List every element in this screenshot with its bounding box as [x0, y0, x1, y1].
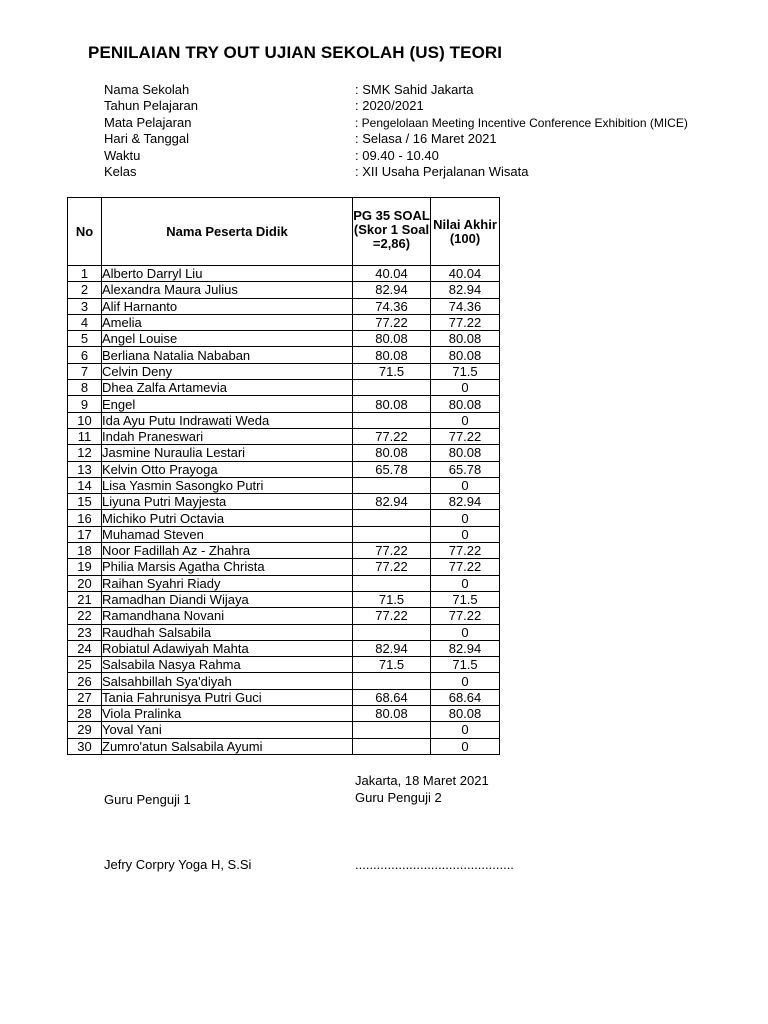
cell-final: 0 [431, 510, 500, 526]
table-row [68, 608, 500, 624]
header-score: PG 35 SOAL (Skor 1 Soal =2,86) [353, 198, 431, 266]
cell-no: 1 [68, 266, 102, 282]
cell-final: 0 [431, 380, 500, 396]
cell-no: 12 [68, 445, 102, 461]
table-row [68, 722, 500, 738]
cell-final: 74.36 [431, 298, 500, 314]
cell-final: 40.04 [431, 266, 500, 282]
cell-score: 77.22 [353, 608, 431, 624]
cell-no: 2 [68, 282, 102, 298]
cell-name: Indah Praneswari [102, 428, 353, 444]
table-row [68, 331, 500, 347]
cell-name: Raihan Syahri Riady [102, 575, 353, 591]
cell-name: Raudhah Salsabila [102, 624, 353, 640]
cell-final: 0 [431, 624, 500, 640]
cell-score [353, 673, 431, 689]
table-row [68, 543, 500, 559]
cell-score [353, 477, 431, 493]
cell-score [353, 738, 431, 754]
info-value: : Selasa / 16 Maret 2021 [355, 131, 497, 147]
cell-name: Noor Fadillah Az - Zhahra [102, 543, 353, 559]
table-row [68, 266, 500, 282]
examiner-2-label: Guru Penguji 2 [355, 790, 442, 805]
cell-name: Ramadhan Diandi Wijaya [102, 591, 353, 607]
cell-name: Kelvin Otto Prayoga [102, 461, 353, 477]
table-row [68, 510, 500, 526]
grades-table [67, 197, 500, 755]
cell-final: 80.08 [431, 347, 500, 363]
cell-name: Liyuna Putri Mayjesta [102, 494, 353, 510]
header-final: Nilai Akhir (100) [431, 198, 500, 266]
table-row [68, 428, 500, 444]
cell-no: 9 [68, 396, 102, 412]
cell-score: 80.08 [353, 706, 431, 722]
cell-score: 65.78 [353, 461, 431, 477]
cell-score [353, 380, 431, 396]
cell-score: 68.64 [353, 689, 431, 705]
cell-name: Tania Fahrunisya Putri Guci [102, 689, 353, 705]
cell-no: 4 [68, 314, 102, 330]
cell-final: 80.08 [431, 396, 500, 412]
cell-no: 5 [68, 331, 102, 347]
table-row [68, 363, 500, 379]
cell-score: 82.94 [353, 640, 431, 656]
table-row [68, 445, 500, 461]
info-label: Tahun Pelajaran [104, 98, 198, 114]
cell-final: 0 [431, 412, 500, 428]
table-row [68, 461, 500, 477]
header-name: Nama Peserta Didik [102, 198, 353, 266]
cell-final: 77.22 [431, 428, 500, 444]
cell-score: 80.08 [353, 331, 431, 347]
table-row [68, 396, 500, 412]
cell-no: 6 [68, 347, 102, 363]
cell-no: 7 [68, 363, 102, 379]
table-row [68, 706, 500, 722]
cell-name: Muhamad Steven [102, 526, 353, 542]
cell-score [353, 575, 431, 591]
table-row [68, 559, 500, 575]
cell-final: 80.08 [431, 706, 500, 722]
cell-score: 71.5 [353, 591, 431, 607]
cell-no: 27 [68, 689, 102, 705]
cell-no: 29 [68, 722, 102, 738]
cell-no: 3 [68, 298, 102, 314]
cell-final: 80.08 [431, 331, 500, 347]
info-value: : XII Usaha Perjalanan Wisata [355, 164, 529, 179]
cell-final: 77.22 [431, 314, 500, 330]
cell-name: Alexandra Maura Julius [102, 282, 353, 298]
table-row [68, 738, 500, 754]
cell-final: 71.5 [431, 591, 500, 607]
cell-score: 77.22 [353, 559, 431, 575]
cell-name: Zumro'atun Salsabila Ayumi [102, 738, 353, 754]
cell-final: 82.94 [431, 494, 500, 510]
table-row [68, 347, 500, 363]
cell-score [353, 526, 431, 542]
cell-score: 82.94 [353, 494, 431, 510]
info-value: : Pengelolaan Meeting Incentive Conference Exhibition (MICE) [355, 115, 688, 130]
cell-score: 80.08 [353, 347, 431, 363]
info-label: Mata Pelajaran [104, 114, 192, 130]
cell-score [353, 624, 431, 640]
cell-final: 77.22 [431, 559, 500, 575]
cell-name: Ida Ayu Putu Indrawati Weda [102, 412, 353, 428]
cell-score: 74.36 [353, 298, 431, 314]
cell-name: Alif Harnanto [102, 298, 353, 314]
cell-final: 0 [431, 673, 500, 689]
cell-no: 26 [68, 673, 102, 689]
table-row [68, 412, 500, 428]
cell-final: 80.08 [431, 445, 500, 461]
cell-final: 0 [431, 738, 500, 754]
cell-name: Lisa Yasmin Sasongko Putri [102, 477, 353, 493]
cell-score: 80.08 [353, 445, 431, 461]
cell-no: 10 [68, 412, 102, 428]
cell-score [353, 412, 431, 428]
cell-name: Michiko Putri Octavia [102, 510, 353, 526]
info-label: Nama Sekolah [104, 82, 190, 97]
table-row [68, 526, 500, 542]
cell-name: Alberto Darryl Liu [102, 266, 353, 282]
table-row [68, 657, 500, 673]
cell-score [353, 722, 431, 738]
cell-no: 14 [68, 477, 102, 493]
info-label: Waktu [104, 147, 141, 163]
cell-no: 23 [68, 624, 102, 640]
cell-no: 21 [68, 591, 102, 607]
table-row [68, 282, 500, 298]
cell-final: 0 [431, 477, 500, 493]
cell-score: 80.08 [353, 396, 431, 412]
cell-no: 16 [68, 510, 102, 526]
cell-no: 15 [68, 494, 102, 510]
table-row [68, 591, 500, 607]
cell-name: Amelia [102, 314, 353, 330]
cell-no: 17 [68, 526, 102, 542]
cell-final: 77.22 [431, 608, 500, 624]
info-label: Hari & Tanggal [104, 131, 190, 147]
cell-score: 82.94 [353, 282, 431, 298]
cell-final: 82.94 [431, 282, 500, 298]
cell-final: 65.78 [431, 461, 500, 477]
cell-no: 13 [68, 461, 102, 477]
document-title: PENILAIAN TRY OUT UJIAN SEKOLAH (US) TEORI [88, 43, 503, 62]
cell-no: 19 [68, 559, 102, 575]
cell-no: 22 [68, 608, 102, 624]
cell-score: 77.22 [353, 543, 431, 559]
table-row [68, 689, 500, 705]
examiner-1-label: Guru Penguji 1 [104, 792, 191, 807]
cell-name: Robiatul Adawiyah Mahta [102, 640, 353, 656]
cell-final: 77.22 [431, 543, 500, 559]
table-row [68, 673, 500, 689]
examiner-1-name: Jefry Corpry Yoga H, S.Si [104, 857, 252, 872]
cell-name: Ramandhana Novani [102, 608, 353, 624]
table-row [68, 314, 500, 330]
cell-final: 71.5 [431, 657, 500, 673]
cell-no: 18 [68, 543, 102, 559]
cell-name: Yoval Yani [102, 722, 353, 738]
cell-no: 30 [68, 738, 102, 754]
info-value: : SMK Sahid Jakarta [355, 82, 474, 97]
cell-no: 28 [68, 706, 102, 722]
cell-name: Salsahbillah Sya'diyah [102, 673, 353, 689]
examiner-2-signature-line: ............................................ [355, 857, 514, 872]
cell-name: Philia Marsis Agatha Christa [102, 559, 353, 575]
table-row [68, 477, 500, 493]
cell-score: 40.04 [353, 266, 431, 282]
cell-name: Angel Louise [102, 331, 353, 347]
cell-name: Jasmine Nuraulia Lestari [102, 445, 353, 461]
info-value: : 2020/2021 [355, 98, 424, 114]
table-header-row [68, 198, 500, 266]
cell-no: 8 [68, 380, 102, 396]
cell-score: 71.5 [353, 657, 431, 673]
table-row [68, 575, 500, 591]
header-no: No [68, 198, 102, 266]
table-row [68, 380, 500, 396]
cell-name: Berliana Natalia Nababan [102, 347, 353, 363]
cell-final: 68.64 [431, 689, 500, 705]
table-row [68, 298, 500, 314]
cell-no: 20 [68, 575, 102, 591]
cell-no: 25 [68, 657, 102, 673]
cell-name: Celvin Deny [102, 363, 353, 379]
table-row [68, 624, 500, 640]
cell-no: 24 [68, 640, 102, 656]
info-label: Kelas [104, 164, 137, 179]
cell-score: 77.22 [353, 314, 431, 330]
info-value: : 09.40 - 10.40 [355, 147, 439, 163]
cell-name: Engel [102, 396, 353, 412]
cell-final: 71.5 [431, 363, 500, 379]
cell-final: 0 [431, 722, 500, 738]
table-row [68, 640, 500, 656]
cell-score: 71.5 [353, 363, 431, 379]
cell-score [353, 510, 431, 526]
cell-final: 82.94 [431, 640, 500, 656]
cell-no: 11 [68, 428, 102, 444]
cell-final: 0 [431, 526, 500, 542]
place-date: Jakarta, 18 Maret 2021 [355, 773, 489, 788]
cell-name: Dhea Zalfa Artamevia [102, 380, 353, 396]
cell-score: 77.22 [353, 428, 431, 444]
cell-name: Salsabila Nasya Rahma [102, 657, 353, 673]
table-row [68, 494, 500, 510]
cell-name: Viola Pralinka [102, 706, 353, 722]
cell-final: 0 [431, 575, 500, 591]
